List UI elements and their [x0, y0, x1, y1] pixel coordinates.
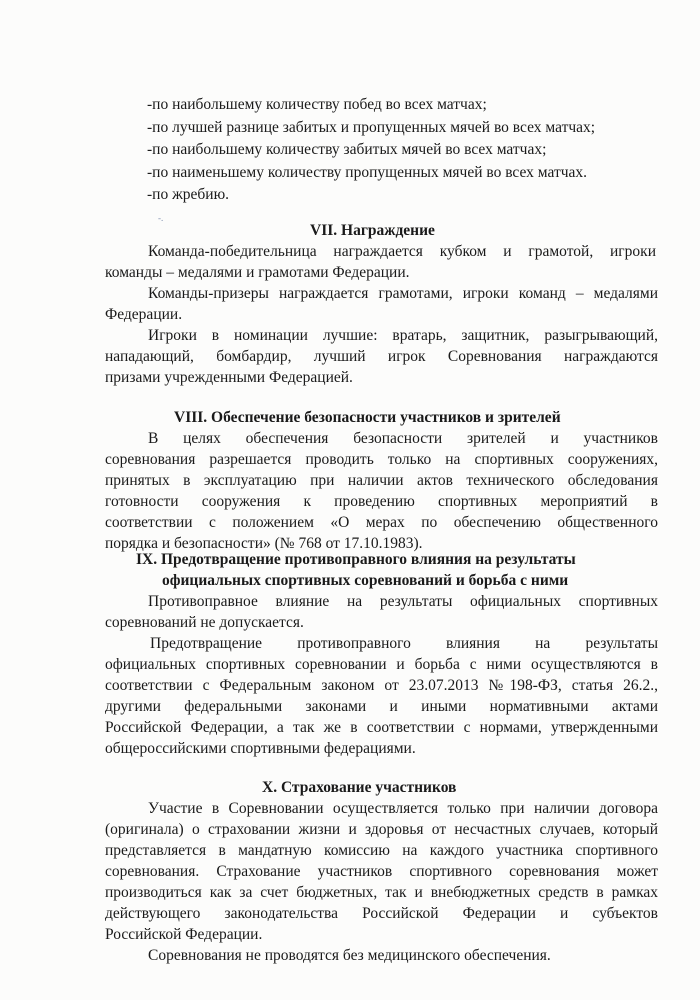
- paragraph-line: общероссийскими спортивными федерациями.: [105, 740, 416, 757]
- section-heading: IX. Предотвращение противоправного влияния на результаты: [136, 551, 576, 568]
- section-heading: VIII. Обеспечение безопасности участников и зрителей: [174, 409, 561, 426]
- list-item: -по наибольшему количеству забитых мячей во всех матчах;: [147, 141, 547, 158]
- paragraph-line: действующего законодательства Российской Федерации и субъектов: [105, 905, 658, 922]
- paragraph-line: другими федеральными законами и иными нормативными актами: [105, 698, 658, 715]
- paragraph-line: представляется в мандатную комиссию на каждого участника спортивного: [105, 842, 658, 859]
- list-item: -по лучшей разнице забитых и пропущенных мячей во всех матчах;: [147, 119, 596, 136]
- paragraph-line: команды – медалями и грамотами Федерации.: [105, 264, 410, 281]
- paragraph-line: В целях обеспечения безопасности зрителей и участников: [148, 430, 658, 447]
- paragraph-line: Предотвращение противоправного влияния на результаты: [150, 635, 658, 652]
- paragraph-line: принятых в эксплуатацию при наличии актов технического обследования: [105, 472, 658, 489]
- paragraph-line: Игроки в номинации лучшие: вратарь, защитник, разыгрывающий,: [148, 327, 658, 344]
- paragraph-line: соответствии с Федеральным законом от 23.07.2013 №198-ФЗ, статья 26.2.,: [105, 677, 658, 694]
- scan-speck: -.: [158, 213, 164, 223]
- paragraph-line: соответствии с положением «О мерах по обеспечению общественного: [105, 514, 658, 531]
- paragraph-line: нападающий, бомбардир, лучший игрок Соревнования награждаются: [105, 348, 658, 365]
- paragraph-line: Участие в Соревновании осуществляется только при наличии договора: [148, 800, 658, 817]
- list-item: -по наименьшему количеству пропущенных мячей во всех матчах.: [147, 164, 588, 181]
- paragraph-line: соревнования. Страхование участников спортивного соревнования может: [105, 863, 658, 880]
- list-item: -по жребию.: [147, 186, 230, 203]
- paragraph-line: соревнования разрешается проводить только на спортивных сооружениях,: [105, 451, 658, 468]
- paragraph-line: Команда-победительница награждается кубком и грамотой, игроки: [148, 243, 656, 260]
- paragraph-line: Противоправное влияние на результаты официальных спортивных: [148, 593, 658, 610]
- section-heading: официальных спортивных соревнований и борьба с ними: [162, 572, 569, 589]
- paragraph-line: Команды-призеры награждается грамотами, игроки команд – медалями: [148, 285, 658, 302]
- paragraph-line: производиться как за счет бюджетных, так и внебюджетных средств в рамках: [105, 884, 658, 901]
- paragraph-line: готовности сооружения к проведению спортивных мероприятий в: [105, 493, 658, 510]
- paragraph-line: порядка и безопасности» (№ 768 от 17.10.1983).: [105, 535, 423, 552]
- paragraph-line: призами учрежденными Федерацией.: [105, 369, 353, 386]
- paragraph-line: Соревнования не проводятся без медицинского обеспечения.: [148, 947, 551, 964]
- paragraph-line: официальных спортивных соревновании и борьба с ними осуществляются в: [105, 656, 658, 673]
- list-item: -по наибольшему количеству побед во всех матчах;: [147, 96, 487, 113]
- section-heading: VII. Награждение: [310, 222, 435, 239]
- paragraph-line: (оригинала) о страховании жизни и здоровья от несчастных случаев, который: [105, 821, 658, 838]
- paragraph-line: Российской Федерации.: [105, 926, 263, 943]
- paragraph-line: Федерации.: [105, 306, 183, 323]
- section-heading: X. Страхование участников: [262, 779, 457, 796]
- paragraph-line: соревнований не допускается.: [105, 614, 304, 631]
- paragraph-line: Российской Федерации, а так же в соответствии с нормами, утвержденными: [105, 719, 658, 736]
